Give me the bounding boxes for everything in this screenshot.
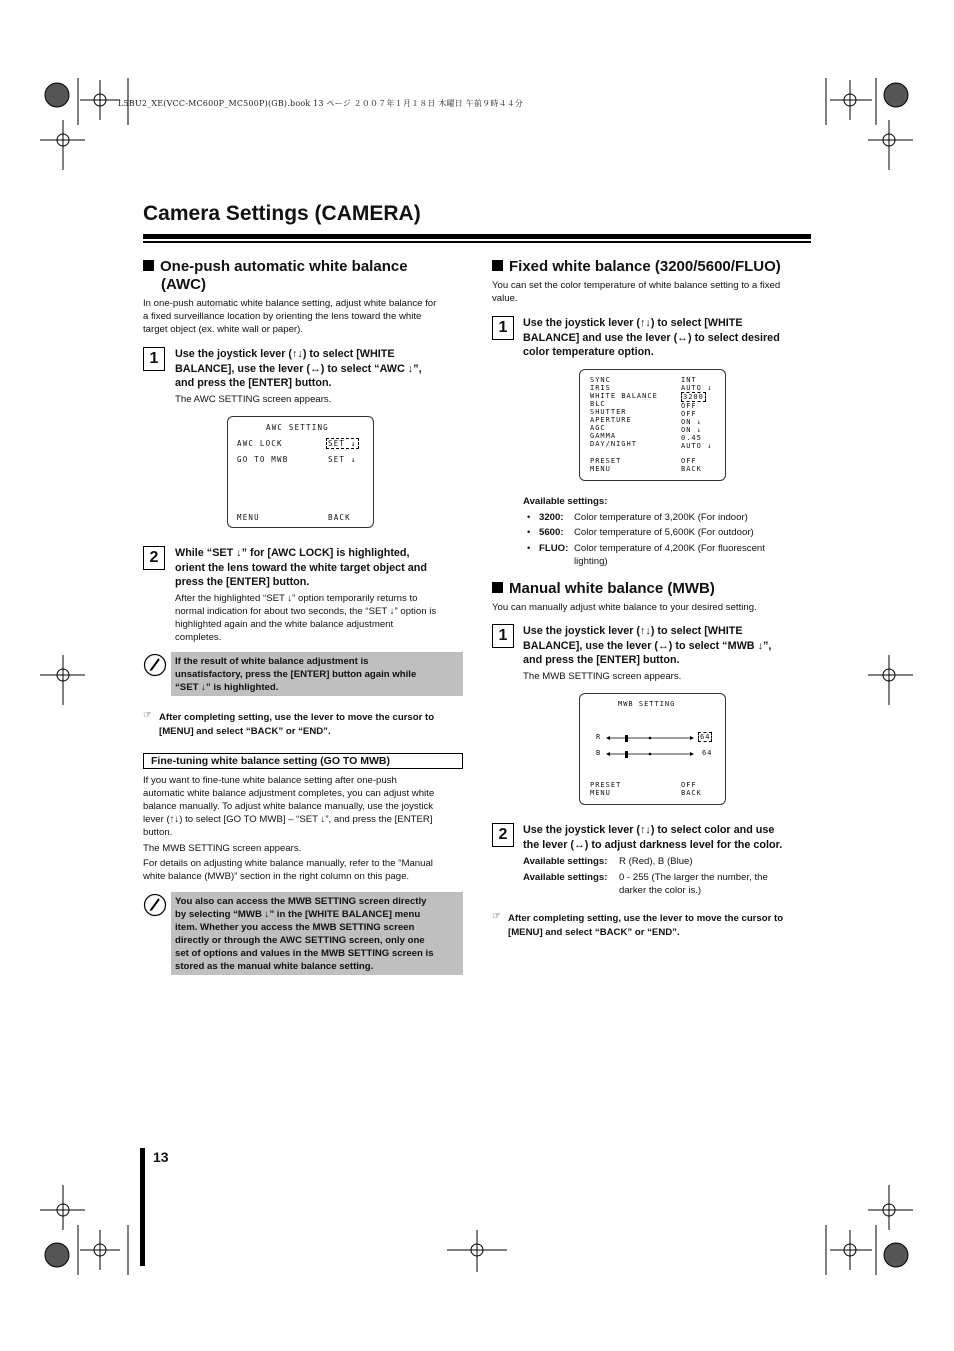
mwb-setting-screen: MWB SETTING R 64 B 64 PRESET MENU OFF BACK — [579, 693, 726, 805]
awc-step2-text: While “SET ↓” for [AWC LOCK] is highlighted, orient the lens toward the white target object and press the [ENTER] button. — [175, 547, 427, 588]
mwb-available-settings: Available settings: R (Red), B (Blue) Available settings: 0 - 255 (The larger the number, the darker the color is.) — [523, 856, 768, 896]
section-square-icon — [143, 260, 154, 271]
fixed-wb-heading: Fixed white balance (3200/5600/FLUO) — [492, 258, 812, 276]
awc-step1-sub: The AWC SETTING screen appears. — [175, 394, 332, 405]
note-awc: If the result of white balance adjustment is unsatisfactory, press the [ENTER] button again while “SET ↓” is highlighted. — [171, 652, 463, 696]
fine-tuning-heading: Fine-tuning white balance setting (GO TO MWB) — [143, 753, 463, 769]
mwb-step1-text: Use the joystick lever (↑↓) to select [WHITE BALANCE], use the lever (↔) to select “MWB ↓”, and press the [ENTER] button. — [523, 625, 772, 666]
title-rule — [143, 234, 811, 239]
ref-mwb: After completing setting, use the lever to move the cursor to [MENU] and select “BACK” or “END”. — [508, 913, 784, 938]
available-settings-heading: Available settings: — [523, 496, 608, 507]
step-number: 1 — [492, 624, 514, 648]
fixed-settings-list — [525, 511, 815, 570]
step-number: 2 — [492, 823, 514, 847]
note-icon — [143, 653, 167, 682]
page-number: 13 — [153, 1149, 169, 1165]
page-side-bar — [140, 1148, 145, 1266]
reference-hand-icon: ☞ — [143, 710, 152, 721]
reference-hand-icon: ☞ — [492, 911, 501, 922]
list-item: • 5600: Color temperature of 5,600K (For outdoor) — [527, 527, 754, 538]
section-square-icon — [492, 582, 503, 593]
mwb-intro: You can manually adjust white balance to your desired setting. — [492, 602, 757, 613]
camera-menu-screen: SYNC IRIS WHITE BALANCE BLC SHUTTER APERTURE AGC GAMMA DAY/NIGHT INT AUTO ↓ 3200 OFF OFF ON ↓ ON ↓ 0.45 AUTO ↓ PRESET MENU OFF BACK — [579, 369, 726, 481]
awc-setting-screen: AWC SETTING AWC LOCK SET ↓ GO TO MWB SET ↓ MENU BACK — [227, 416, 374, 528]
fixed-wb-intro: You can set the color temperature of white balance setting to a fixed value. — [492, 280, 781, 304]
step-number: 1 — [143, 347, 165, 371]
note-icon — [143, 893, 167, 922]
mwb-heading: Manual white balance (MWB) — [492, 580, 812, 598]
mwb-step2-text: Use the joystick lever (↑↓) to select color and use the lever (↔) to adjust darkness level for the color. — [523, 824, 783, 851]
fixed-step1-text: Use the joystick lever (↑↓) to select [WHITE BALANCE] and use the lever (↔) to select desired color temperature option. — [523, 317, 780, 358]
b-slider — [606, 750, 696, 760]
section-square-icon — [492, 260, 503, 271]
mwb-step1-sub: The MWB SETTING screen appears. — [523, 671, 682, 682]
ref-awc: After completing setting, use the lever to move the cursor to [MENU] and select “BACK” or “END”. — [159, 712, 435, 737]
title-rule-thin — [143, 241, 811, 243]
fine-tuning-body: If you want to fine-tune white balance setting after one-push automatic white balance adjustment completes, you can adjust white balance manually. To adjust white balance manually, use the joystick lever (↑↓) to select [GO TO MWB] – “SET ↓”, and press the [ENTER] button. The MWB SETTING screen appears. For details on adjusting white balance manually, refer to the “Manual white balance (MWB)” section in the right column on this page. — [143, 775, 435, 882]
awc-step2-sub: After the highlighted “SET ↓” option temporarily returns to normal indication for about two seconds, the “SET ↓” option is highlighted again and the white balance adjustment completes. — [175, 593, 437, 643]
list-item: • FLUO: Color temperature of 4,200K (For fluorescent lighting) — [527, 543, 765, 567]
awc-heading: One-push automatic white balance (AWC) — [143, 258, 463, 294]
step-number: 1 — [492, 316, 514, 340]
list-item: • 3200: Color temperature of 3,200K (For indoor) — [527, 512, 748, 523]
note-mwb-access: You also can access the MWB SETTING screen directly by selecting “MWB ↓” in the [WHITE BALANCE] menu item. Whether you access the MWB SETTING screen directly or through the AWC SETTING screen, only one set of options and values in the MWB SETTING screen is stored as the manual white balance setting. — [171, 892, 463, 975]
page-title: Camera Settings (CAMERA) — [143, 202, 421, 225]
awc-step1-text: Use the joystick lever (↑↓) to select [WHITE BALANCE], use the lever (↔) to select “AWC ↓”, and press the [ENTER] button. — [175, 348, 422, 389]
step-number: 2 — [143, 546, 165, 570]
awc-intro: In one-push automatic white balance setting, adjust white balance for a fixed surveillance location by orienting the lens toward the white target object (ex. white wall or paper). — [143, 298, 437, 335]
r-slider — [606, 734, 696, 744]
print-header-note: L5BU2_XE(VCC-MC600P_MC500P)(GB).book 13 ページ ２００７年１月１８日 木曜日 午前９時４４分 — [118, 99, 524, 108]
